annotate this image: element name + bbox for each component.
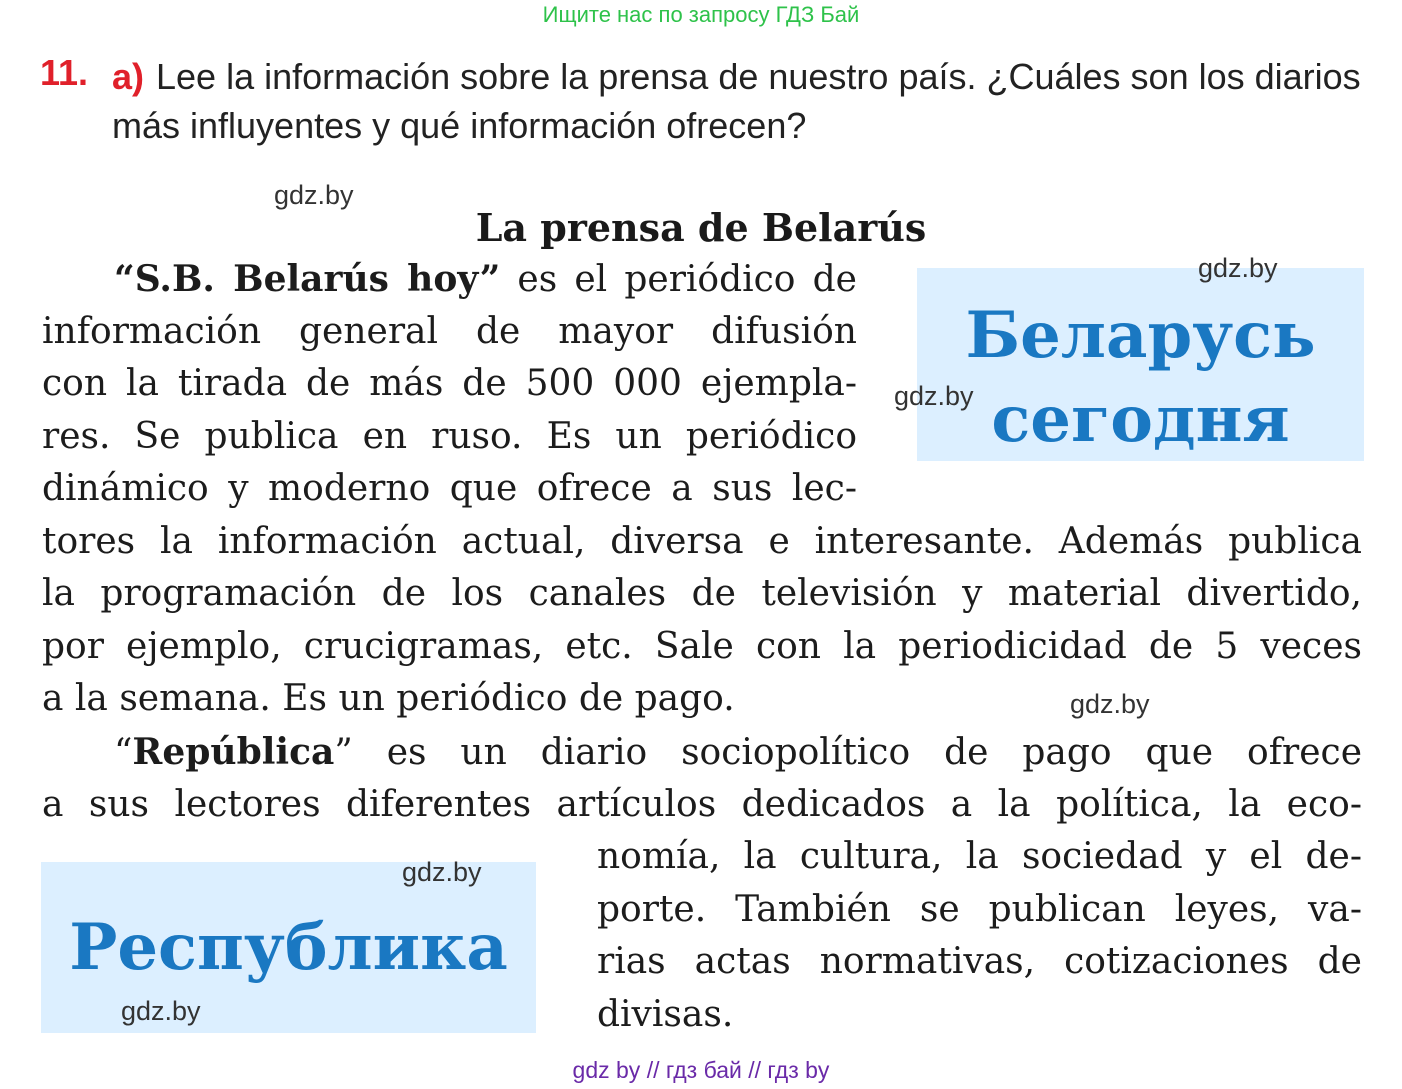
- paragraph-line: rias actas normativas, cotizaciones de: [597, 941, 1362, 982]
- paragraph-line: porte. También se publican leyes, va-: [597, 888, 1362, 930]
- respublika-logo-text: Республика: [69, 910, 508, 985]
- paragraph-line: res. Se publica en ruso. Es un periódico: [42, 415, 857, 457]
- paragraph-line: a sus lectores diferentes artículos dedicados a la política, la eco-: [42, 783, 1362, 825]
- paragraph-line: nomía, la cultura, la sociedad y el de-: [597, 836, 1362, 877]
- belarus-segodnya-logo-text: [917, 294, 1364, 462]
- task-text: [112, 52, 1364, 150]
- paragraph-sb-belarus-hoy-continued: [42, 516, 1362, 726]
- footer: gdz by // гдз бай // гдз by: [572, 1057, 830, 1083]
- paragraph-republica-continued: [597, 831, 1362, 1041]
- newspaper-name-republica: República: [132, 731, 335, 773]
- paragraph-sb-belarus-hoy: [42, 253, 857, 516]
- paragraph-line: “República” es un diario sociopolítico de pago que ofrece: [114, 731, 1362, 773]
- top-banner: Ищите нас по запросу ГДЗ Бай: [542, 2, 860, 27]
- paragraph-line: por ejemplo, crucigramas, etc. Sale con la periodicidad de 5 veces: [42, 625, 1362, 667]
- watermark: gdz.by: [894, 381, 974, 411]
- logo-line-2: сегодня: [991, 382, 1290, 457]
- watermark: gdz.by: [402, 857, 482, 887]
- paragraph-line: divisas.: [597, 993, 734, 1035]
- watermark: gdz.by: [1070, 689, 1150, 719]
- paragraph-line: la programación de los canales de televisión y material divertido,: [42, 573, 1362, 614]
- watermark: gdz.by: [121, 996, 201, 1026]
- paragraph-line: a la semana. Es un periódico de pago.: [42, 678, 735, 719]
- logo-line-1: Беларусь: [965, 298, 1316, 373]
- paragraph-line: información general de mayor difusión: [42, 310, 857, 352]
- paragraph-republica: [42, 726, 1362, 831]
- paragraph-line: tores la información actual, diversa e interesante. Además publica: [42, 520, 1362, 562]
- paragraph-line: “S.B. Belarús hoy” es el periódico de: [114, 258, 857, 300]
- newspaper-name-sb: “S.B. Belarús hoy”: [114, 258, 501, 300]
- paragraph-line: con la tirada de más de 500 000 ejempla-: [42, 363, 857, 404]
- task-instruction: Lee la información sobre la prensa de nuestro país. ¿Cuáles son los diarios más influyentes y qué información ofrecen?: [112, 56, 1361, 146]
- task-number: 11.: [40, 52, 89, 93]
- watermark: gdz.by: [274, 180, 354, 210]
- watermark: gdz.by: [1198, 253, 1278, 283]
- article-title: La prensa de Belarús: [475, 205, 927, 250]
- paragraph-line: dinámico y moderno que ofrece a sus lec-: [42, 468, 857, 509]
- task-letter: a): [112, 56, 145, 97]
